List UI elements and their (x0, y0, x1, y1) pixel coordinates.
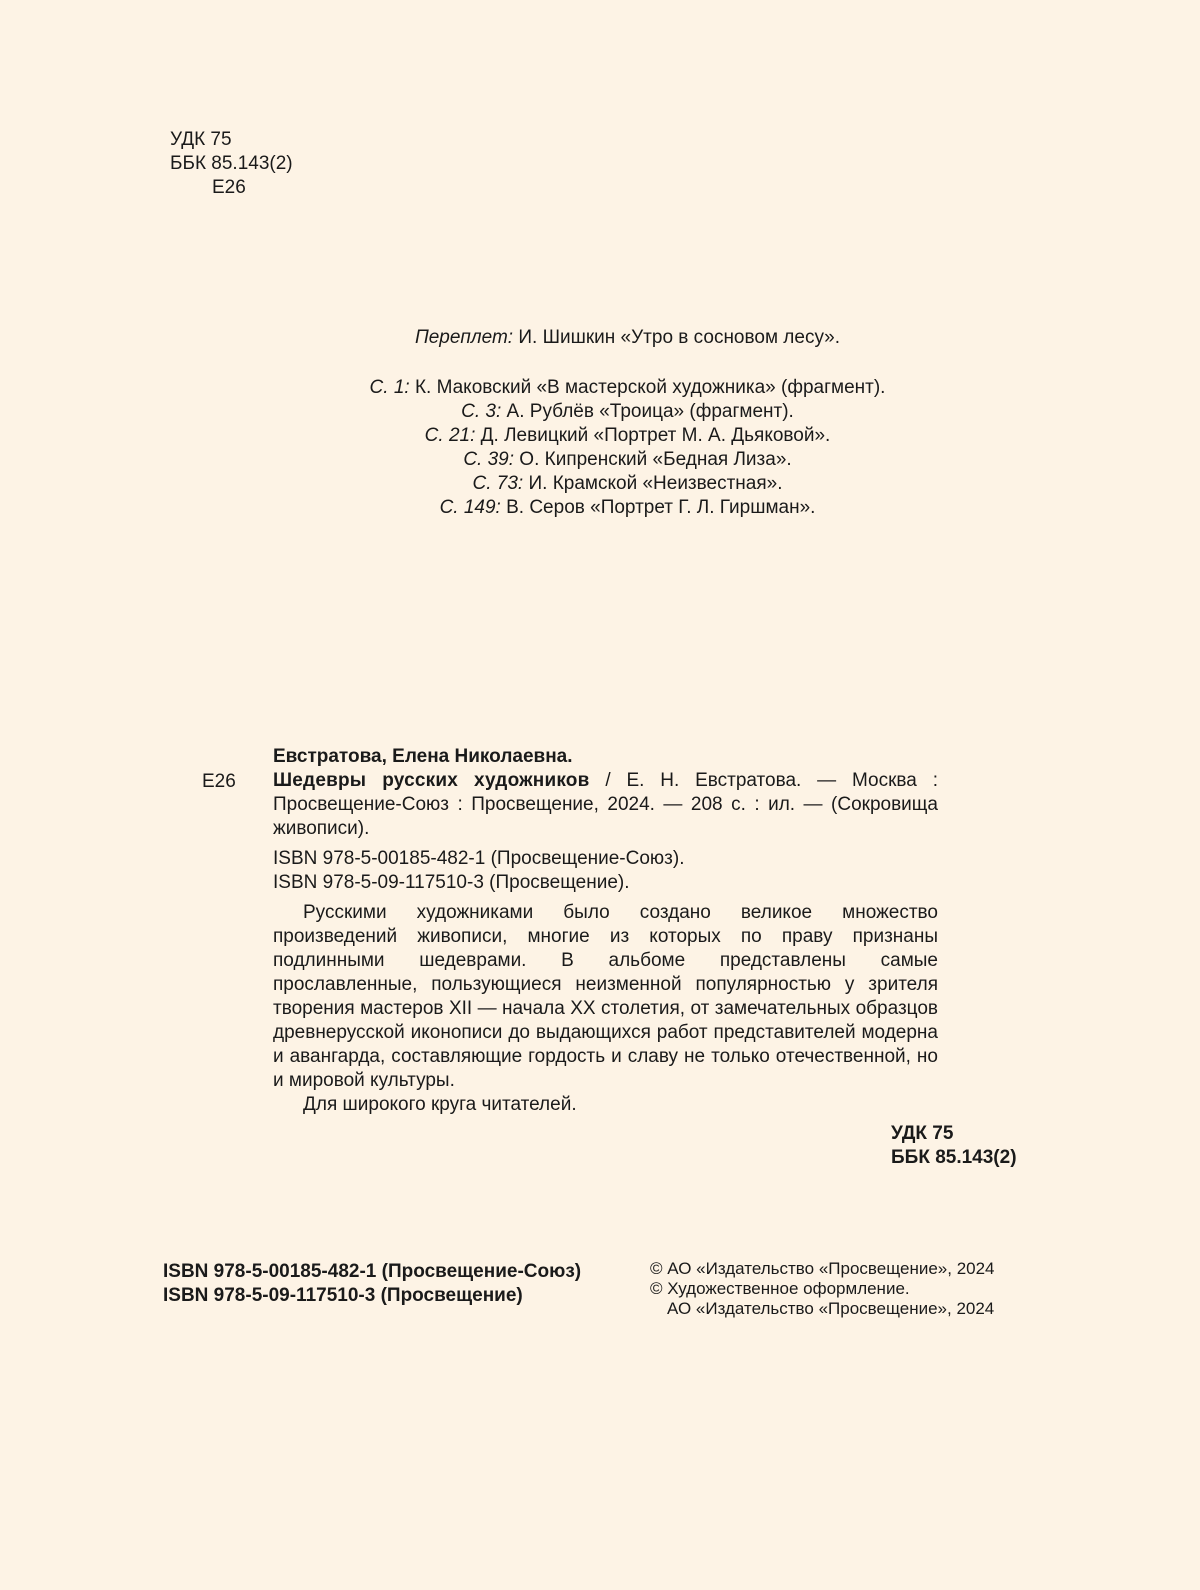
page-credit-text: А. Рублёв «Троица» (фрагмент). (501, 401, 794, 422)
binding-label: Переплет: (414, 327, 514, 348)
bbk-code: ББК 85.143(2) (170, 153, 293, 174)
page-credit (0, 472, 1200, 496)
bbk-code: ББК 85.143(2) (891, 1147, 1017, 1168)
page-credit-label: С. 1: (369, 377, 410, 398)
page-credit-text: Д. Левицкий «Портрет М. А. Дьяковой». (475, 425, 831, 446)
bottom-classification (891, 1122, 1017, 1170)
top-classification (170, 128, 293, 200)
record-annotation: Русскими художниками было создано великое множество произведений живописи, многие из которых по праву признаны подлинными шедеврами. В альбоме представлены самые прославленные, пользующиеся неизменной популярностью у зрителя творения мастеров XII — начала XX столетия, от замечательных образцов древнерусской иконописи до выдающихся работ представителей модерна и авангарда, составляющие гордость и славу не только отечественной, но и мировой культуры. (273, 902, 938, 1091)
copyright-line: © АО «Издательство «Просвещение», 2024 (650, 1259, 995, 1278)
udk-code: УДК 75 (891, 1123, 954, 1144)
page-credit-text: О. Кипренский «Бедная Лиза». (514, 449, 792, 470)
page-credit (0, 424, 1200, 448)
page-credit-text: В. Серов «Портрет Г. Л. Гиршман». (500, 497, 816, 518)
isbn-block (163, 1260, 581, 1308)
page-credit-text: К. Маковский «В мастерской художника» (фрагмент). (409, 377, 886, 398)
record-imprint: / Е. Н. Евстратова. — Москва : Просвещение-Союз : Просвещение, 2024. — 208 с. : ил. — (Сокровища живописи). (273, 770, 938, 839)
record-isbn-2: ISBN 978-5-09-117510-3 (Просвещение). (273, 872, 630, 893)
page-credit-label: С. 73: (472, 473, 524, 494)
page-credit-label: С. 149: (439, 497, 501, 518)
binding-credit (0, 326, 1200, 350)
bibliographic-record (273, 745, 938, 1117)
record-title: Шедевры русских художников (273, 770, 590, 791)
udk-code: УДК 75 (170, 129, 232, 150)
record-isbn-1: ISBN 978-5-00185-482-1 (Просвещение-Союз). (273, 848, 685, 869)
page-credit-text: И. Крамской «Неизвестная». (523, 473, 783, 494)
page-credit (0, 448, 1200, 472)
page-credit-label: С. 39: (463, 449, 515, 470)
copyright-line: © Художественное оформление. (650, 1279, 910, 1298)
record-description (273, 769, 938, 841)
page-credit-label: С. 21: (424, 425, 476, 446)
page-credit (0, 400, 1200, 424)
record-audience: Для широкого круга читателей. (303, 1094, 577, 1115)
copyright-block (650, 1259, 995, 1319)
isbn-line: ISBN 978-5-00185-482-1 (Просвещение-Союз) (163, 1261, 582, 1282)
page-credit-label: С. 3: (461, 401, 502, 422)
page-credit (0, 376, 1200, 400)
copyright-line: АО «Издательство «Просвещение», 2024 (667, 1299, 995, 1318)
author-mark: Е26 (212, 177, 246, 198)
binding-text: И. Шишкин «Утро в сосновом лесу». (513, 327, 841, 348)
page-credit (0, 496, 1200, 520)
illustration-credits (0, 326, 1200, 520)
isbn-line: ISBN 978-5-09-117510-3 (Просвещение) (163, 1285, 523, 1306)
record-author: Евстратова, Елена Николаевна. (273, 746, 573, 767)
record-author-mark: Е26 (202, 771, 236, 792)
